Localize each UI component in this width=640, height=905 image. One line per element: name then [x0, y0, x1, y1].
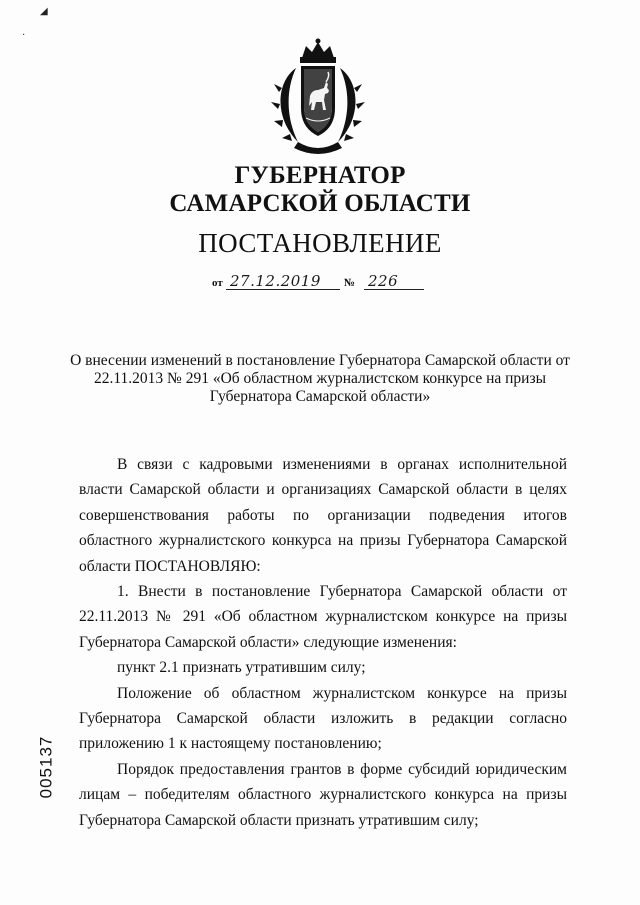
document-body	[79, 452, 567, 833]
margin-serial-number	[28, 732, 64, 802]
document-date: 27.12.2019	[230, 272, 321, 290]
body-paragraph: В связи с кадровыми изменениями в органах исполнительной власти Самарской области и организациях Самарской области в целях совершенствования работы по организации подведения итогов областного журналистского конкурса на призы Губернатора Самарской области ПОСТАНОВЛЯЮ:	[79, 456, 567, 575]
registration-line	[212, 272, 442, 292]
serial-number-text: 005137	[36, 735, 56, 799]
date-label: от	[212, 277, 223, 289]
scan-mark: ·	[22, 30, 26, 41]
body-paragraph: Положение об областном журналистском конкурсе на призы Губернатора Самарской области изложить в редакции согласно приложению 1 к настоящему постановлению;	[79, 684, 567, 753]
samara-coat-of-arms-icon	[268, 38, 368, 156]
body-paragraph: Порядок предоставления грантов в форме субсидий юридическим лицам – победителям областного журналистского конкурса на призы Губернатора Самарской области признать утратившим силу;	[79, 760, 567, 829]
document-subject: О внесении изменений в постановление Губернатора Самарской области от 22.11.2013 № 291 «Об областном журналистском конкурсе на призы Губернатора Самарской области»	[70, 352, 570, 405]
issuer-title-line2: САМАРСКОЙ ОБЛАСТИ	[169, 190, 471, 217]
document-type: ПОСТАНОВЛЕНИЕ	[198, 228, 442, 258]
document-number: 226	[368, 272, 399, 290]
body-paragraph: 1. Внести в постановление Губернатора Самарской области от 22.11.2013 № 291 «Об областном журналистском конкурсе на призы Губернатора Самарской области» следующие изменения:	[79, 583, 567, 651]
number-label: №	[344, 277, 356, 289]
body-paragraph: пункт 2.1 признать утратившим силу;	[117, 659, 366, 677]
issuer-title-line1: ГУБЕРНАТОР	[234, 162, 406, 189]
scan-mark: ◢	[40, 6, 48, 17]
